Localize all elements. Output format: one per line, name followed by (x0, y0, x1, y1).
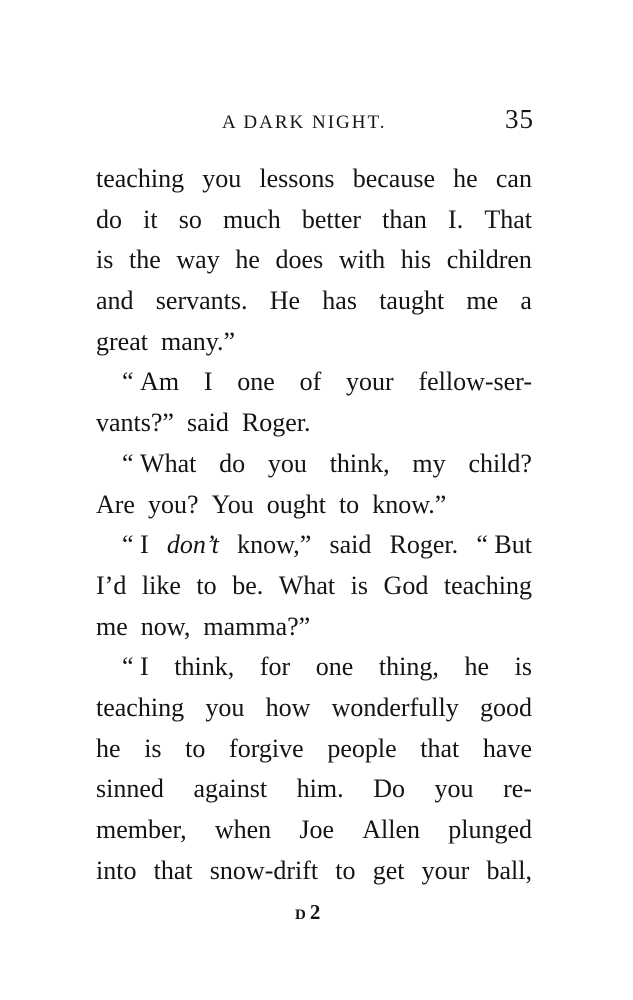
text-line: and servants. He has taught me a (96, 286, 532, 316)
text-line: I’d like to be. What is God teaching (96, 570, 532, 600)
signature-letter: D (295, 907, 310, 923)
text-line: into that snow-drift to get your ball, (96, 855, 532, 885)
body-text (96, 159, 532, 891)
text-line: teaching you how wonderfully good (96, 692, 532, 722)
text-line: “ I don’t know,” said Roger. “ But (122, 530, 532, 560)
text-line: sinned against him. Do you re- (96, 774, 532, 804)
printer-signature-mark (295, 900, 326, 925)
text-line: Are you? You ought to know.” (96, 489, 447, 519)
text-line: “ I think, for one thing, he is (122, 652, 532, 682)
running-head-title: A DARK NIGHT. (222, 112, 387, 133)
running-head (96, 104, 534, 138)
text-line: member, when Joe Allen plunged (96, 815, 532, 844)
text-line: me now, mamma?” (96, 611, 311, 641)
text-line: vants?” said Roger. (96, 408, 311, 438)
signature-number: 2 (309, 900, 327, 924)
text-line: is the way he does with his children (96, 245, 532, 275)
text-line: he is to forgive people that have (96, 733, 532, 763)
text-line: “ What do you think, my child? (122, 448, 532, 478)
text-line: “ Am I one of your fellow-ser- (122, 367, 532, 397)
text-line: do it so much better than I. That (96, 204, 532, 234)
text-line: teaching you lessons because he can (96, 164, 532, 193)
page-number: 35 (505, 104, 534, 134)
text-line: great many.” (96, 326, 236, 356)
